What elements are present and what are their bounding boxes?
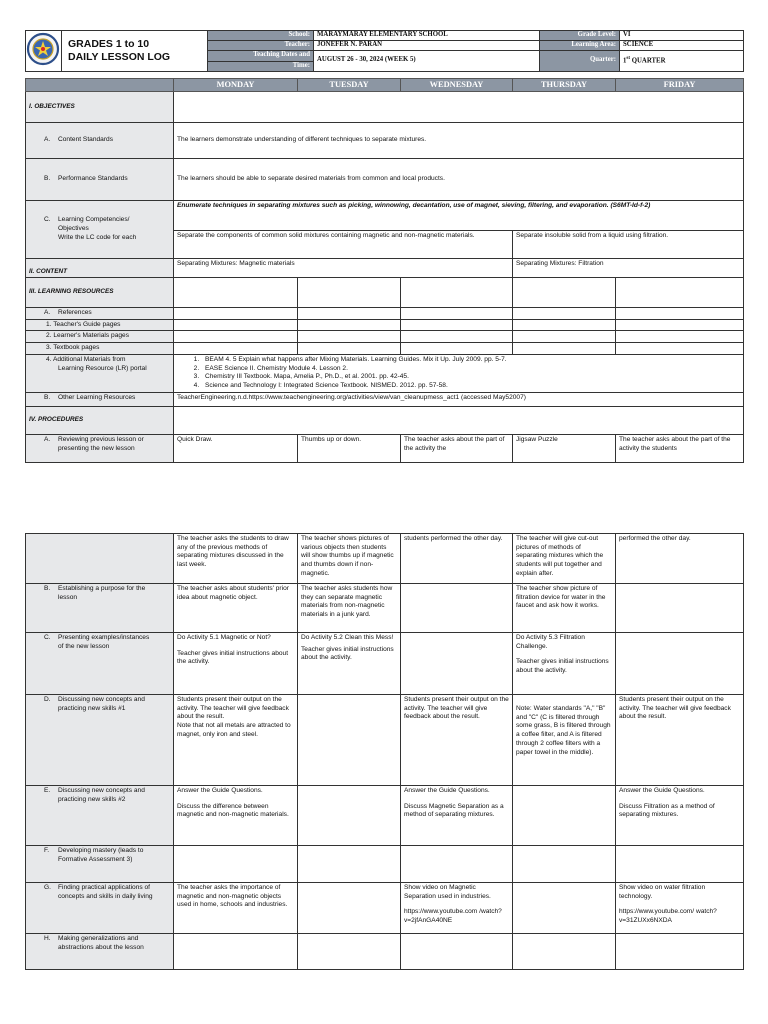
review-monday: Quick Draw.	[174, 434, 298, 462]
quarter-label: Quarter:	[540, 50, 620, 71]
title-line-2: DAILY LESSON LOG	[68, 50, 171, 63]
lesson-log-table-page-2	[25, 533, 744, 970]
day-header-thursday: THURSDAY	[513, 79, 616, 92]
dates-label-2: Time:	[208, 61, 314, 71]
purpose-monday: The teacher asks about students' prior idea about magnetic object.	[174, 584, 298, 633]
practical-friday: Show video on water filtration technology. https://www.youtube.com/ watch?v=31ZUXx6NXDA	[616, 883, 744, 934]
purpose-tuesday: The teacher asks students how they can separate magnetic materials from non-magnetic materials in a junk yard.	[298, 584, 401, 633]
dates-value: AUGUST 26 - 30, 2024 (WEEK 5)	[314, 50, 540, 71]
lesson-log-table-page-1	[25, 78, 744, 463]
content-mon-wed: Separating Mixtures: Magnetic materials	[174, 259, 513, 278]
content-standards-label: A. Content Standards	[26, 123, 174, 159]
practical-label: G. Finding practical applications of concepts and skills in daily living	[26, 883, 174, 934]
practical-monday: The teacher asks the importance of magnetic and non-magnetic objects used in home, schools and industries.	[174, 883, 298, 934]
learning-area-value: SCIENCE	[620, 40, 744, 50]
teacher-value: JONEFER N. PARAN	[314, 40, 540, 50]
header-table	[25, 30, 744, 72]
review-thursday: Jigsaw Puzzle	[513, 434, 616, 462]
deped-seal	[26, 31, 62, 72]
teacher-label: Teacher:	[208, 40, 314, 50]
day-header-friday: FRIDAY	[616, 79, 744, 92]
competencies-mon-wed: Separate the components of common solid mixtures containing magnetic and non-magnetic materials.	[174, 231, 513, 259]
discuss-1-monday: Students present their output on the activity. The teacher will give feedback about the result. Note that not all metals are attracted to magnet, only iron and steel.	[174, 695, 298, 786]
grade-level-label: Grade Level:	[540, 31, 620, 41]
textbook-pages-label: 3. Textbook pages	[26, 343, 174, 355]
review-friday: The teacher asks about the part of the activity the students	[616, 434, 744, 462]
day-header-wednesday: WEDNESDAY	[401, 79, 513, 92]
discuss-2-monday: Answer the Guide Questions. Discuss the difference between magnetic and non-magnetic materials.	[174, 786, 298, 846]
reference-item: 2. EASE Science II. Chemistry Module 4. Lesson 2.	[201, 365, 740, 374]
practical-wednesday: Show video on Magnetic Separation used in industries. https://www.youtube.com /watch?v=2jfAnGA40NE	[401, 883, 513, 934]
review-cont-monday: The teacher asks the students to draw any of the previous methods of separating mixtures discussed in the last week.	[174, 534, 298, 584]
procedures-heading: IV. PROCEDURES	[26, 406, 174, 434]
competencies-thu-fri: Separate insoluble solid from a liquid using filtration.	[513, 231, 744, 259]
content-heading: II. CONTENT	[26, 259, 174, 278]
learning-resources-heading: III. LEARNING RESOURCES	[26, 278, 174, 308]
mastery-label: F. Developing mastery (leads to Formative Assessment 3)	[26, 846, 174, 883]
examples-thursday: Do Activity 5.3 Filtration Challenge. Teacher gives initial instructions about the activity.	[513, 633, 616, 695]
title-line-1: GRADES 1 to 10	[68, 38, 150, 51]
references-label: A. References	[26, 308, 174, 320]
additional-materials-label: 4. Additional Materials from Learning Resource (LR) portal	[26, 354, 174, 392]
video-link: https://www.youtube.com /watch?v=2jfAnGA40NE	[404, 908, 502, 925]
reference-item: 4. Science and Technology I: Integrated Science Textbook. NISMED. 2012. pp. 57-58.	[201, 382, 740, 391]
purpose-label: B. Establishing a purpose for the lesson	[26, 584, 174, 633]
content-thu-fri: Separating Mixtures: Filtration	[513, 259, 744, 278]
review-label: A. Reviewing previous lesson or presenting the new lesson	[26, 434, 174, 462]
other-resources-value: TeacherEngineering.n.d.https://www.teachengineering.org/activities/view/van_cleanupmess_act1 (accessed May52007)	[174, 392, 744, 406]
purpose-thursday: The teacher show picture of filtration device for water in the faucet and ask how it works.	[513, 584, 616, 633]
teachers-guide-label: 1. Teacher's Guide pages	[26, 319, 174, 331]
competencies-value: Enumerate techniques in separating mixtures such as picking, winnowing, decantation, use of magnet, sieving, filtering, and evaporation. (S6MT-Id-f-2)	[174, 201, 744, 231]
discuss-1-friday: Students present their output on the activity. The teacher will give feedback about the result.	[616, 695, 744, 786]
reference-item: 3. Chemistry III Textbook. Mapa, Amelia P., Ph.D., et al. 2001. pp. 42-45.	[201, 373, 740, 382]
school-value: MARAYMARAY ELEMENTARY SCHOOL	[314, 31, 540, 41]
discuss-1-wednesday: Students present their output on the activity. The teacher will give feedback about the result.	[401, 695, 513, 786]
review-tuesday: Thumbs up or down.	[298, 434, 401, 462]
additional-materials-list	[174, 354, 744, 392]
review-cont-thursday: The teacher will give cut-out pictures of methods of separating mixtures which the students will put together and explain after.	[513, 534, 616, 584]
other-resources-label: B. Other Learning Resources	[26, 392, 174, 406]
discuss-1-label: D. Discussing new concepts and practicing new skills #1	[26, 695, 174, 786]
learners-materials-label: 2. Learner's Materials pages	[26, 331, 174, 343]
competencies-label: C. Learning Competencies/ Objectives Write the LC code for each	[26, 201, 174, 259]
video-link: https://www.youtube.com/ watch?v=31ZUXx6NXDA	[619, 908, 717, 925]
school-label: School:	[208, 31, 314, 41]
review-cont-wednesday: students performed the other day.	[401, 534, 513, 584]
review-cont-friday: performed the other day.	[616, 534, 744, 584]
day-header-tuesday: TUESDAY	[298, 79, 401, 92]
discuss-1-thursday: Note: Water standards "A," "B" and "C" (C is filtered through some grass, B is filtered through a coffee filter, and A is filtered through 2 coffee filters with a paper towel in the middle).	[513, 695, 616, 786]
day-header-monday: MONDAY	[174, 79, 298, 92]
deped-seal-icon	[26, 31, 60, 67]
examples-monday: Do Activity 5.1 Magnetic or Not? Teacher gives initial instructions about the activity.	[174, 633, 298, 695]
discuss-2-label: E. Discussing new concepts and practicing new skills #2	[26, 786, 174, 846]
generalize-label: H. Making generalizations and abstractions about the lesson	[26, 934, 174, 970]
performance-standards-value: The learners should be able to separate desired materials from common and local products.	[174, 159, 744, 201]
discuss-2-friday: Answer the Guide Questions. Discuss Filtration as a method of separating mixtures.	[616, 786, 744, 846]
discuss-2-wednesday: Answer the Guide Questions. Discuss Magnetic Separation as a method of separating mixtures.	[401, 786, 513, 846]
grade-level-value: VI	[620, 31, 744, 41]
review-wednesday: The teacher asks about the part of the activity the	[401, 434, 513, 462]
learning-area-label: Learning Area:	[540, 40, 620, 50]
performance-standards-label: B. Performance Standards	[26, 159, 174, 201]
content-standards-value: The learners demonstrate understanding of different techniques to separate mixtures.	[174, 123, 744, 159]
reference-item: 1. BEAM 4. 5 Explain what happens after Mixing Materials. Learning Guides. Mix it Up. July 2009. pp. 5-7.	[201, 356, 740, 365]
review-cont-tuesday: The teacher shows pictures of various objects then students will show thumbs up if magnetic and thumbs down if non-magnetic.	[298, 534, 401, 584]
quarter-value: 1st QUARTER	[620, 50, 744, 71]
objectives-heading: I. OBJECTIVES	[26, 92, 174, 123]
examples-tuesday: Do Activity 5.2 Clean this Mess! Teacher gives initial instructions about the activity.	[298, 633, 401, 695]
examples-label: C. Presenting examples/instances of the new lesson	[26, 633, 174, 695]
dates-label-1: Teaching Dates and	[208, 50, 314, 61]
